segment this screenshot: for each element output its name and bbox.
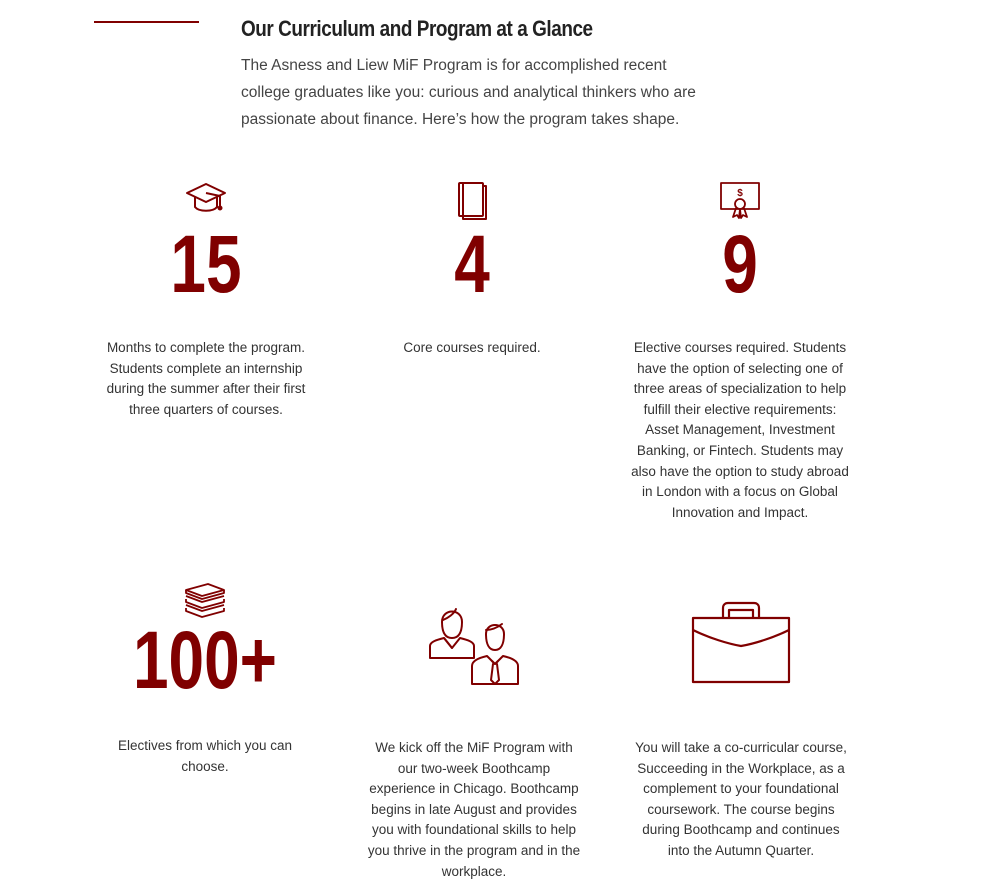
book-stack-icon	[182, 580, 228, 618]
briefcase-icon	[689, 600, 793, 686]
stat-workplace-course	[621, 600, 861, 860]
intro-paragraph: The Asness and Liew MiF Program is for accomplished recent college graduates like you: curious and analytical thinkers who are passionate about finance. Here’s how the program takes shape.	[241, 57, 696, 128]
stat-description: You will take a co-curricular course, Succeeding in the Workplace, as a complement to your foundational coursework. The course begins during Boothcamp and continues into the Autumn Quarter.	[635, 740, 847, 858]
stat-months	[86, 180, 326, 440]
stat-electives	[85, 580, 325, 780]
stat-number: 15	[170, 219, 242, 310]
stat-number: 9	[722, 219, 758, 310]
stat-boothcamp	[354, 600, 594, 879]
stat-description: We kick off the MiF Program with our two-week Boothcamp experience in Chicago. Boothcamp begins in late August and provides you with foundational skills to help you thrive in the program and in the workplace.	[367, 740, 581, 879]
svg-text:$: $	[737, 188, 743, 199]
people-icon	[426, 600, 522, 686]
stat-number: 100+	[132, 615, 278, 706]
accent-rule	[94, 21, 199, 23]
stat-elective-courses	[620, 180, 860, 530]
graduation-cap-icon	[184, 180, 228, 218]
stat-description: Elective courses required. Students have the option of selecting one of three areas of specialization to help fulfill their elective requirements: Asset Management, Investment Banking, or Fintech. Students may also have the option to study abroad in London with a focus on Global Innovation and Impact.	[631, 340, 849, 520]
intro-section	[241, 16, 701, 133]
book-icon	[455, 180, 489, 220]
stat-description: Electives from which you can choose.	[117, 738, 293, 774]
certificate-icon	[718, 180, 762, 220]
stat-description: Months to complete the program. Students complete an internship during the summer after their first three quarters of courses.	[106, 340, 306, 417]
stat-number: 4	[454, 219, 490, 310]
stat-description: Core courses required.	[403, 340, 541, 355]
page-title: Our Curriculum and Program at a Glance	[241, 16, 593, 41]
stat-core-courses	[352, 180, 592, 440]
